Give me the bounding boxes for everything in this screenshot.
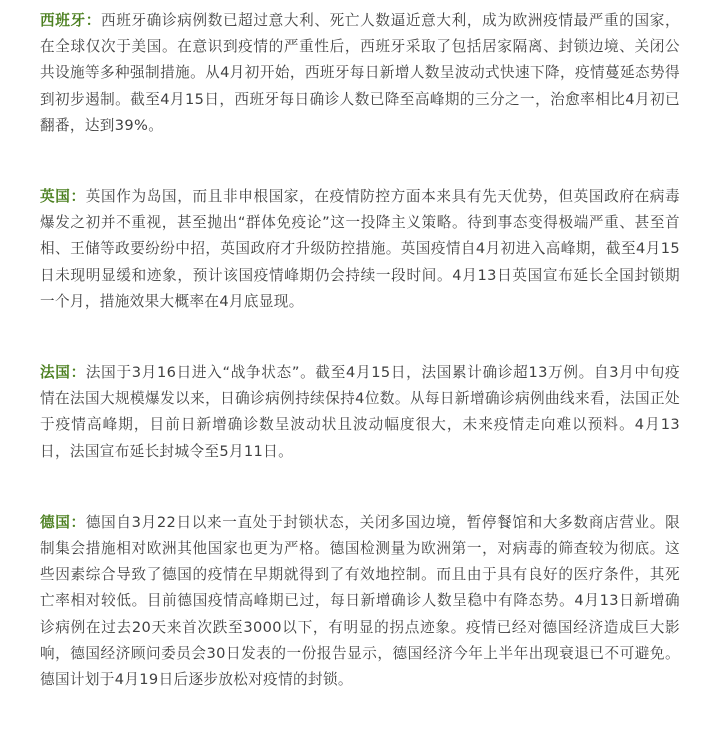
- paragraph-uk: [40, 184, 680, 315]
- paragraph-text: 德国自3月22日以来一直处于封锁状态，关闭多国边境，暂停餐馆和大多数商店营业。限制集会措施相对欧洲其他国家也更为严格。德国检测量为欧洲第一，对病毒的筛查较为彻底。这些因素综合导致了德国的疫情在早期就得到了有效地控制。而且由于具有良好的医疗条件，其死亡率相对较低。目前德国疫情高峰期已过，每日新增确诊人数呈稳中有降态势。4月13日新增确诊病例在过去20天来首次跌至3000以下，有明显的拐点迹象。疫情已经对德国经济造成巨大影响，德国经济顾问委员会30日发表的一份报告显示，德国经济今年上半年出现衰退已不可避免。德国计划于4月19日后逐步放松对疫情的封锁。: [40, 513, 681, 689]
- country-colon: ：: [85, 12, 101, 29]
- country-name: 英国: [40, 188, 71, 206]
- country-label-spain: [40, 12, 101, 29]
- paragraph-text: 西班牙确诊病例数已超过意大利、死亡人数逼近意大利，成为欧洲疫情最严重的国家，在全球仅次于美国。在意识到疫情的严重性后，西班牙采取了包括居家隔离、封锁边境、关闭公共设施等多种强制措施。从4月初开始，西班牙每日新增人数呈波动式快速下降，疫情蔓延态势得到初步遏制。截至4月15日，西班牙每日确诊人数已降至高峰期的三分之一，治愈率相比4月初已翻番，达到39%。: [40, 12, 680, 134]
- country-label-france: [40, 364, 86, 381]
- country-label-germany: [40, 514, 86, 531]
- paragraph-text: 法国于3月16日进入“战争状态”。截至4月15日，法国累计确诊超13万例。自3月中旬疫情在法国大规模爆发以来，日确诊病例持续保持4位数。从每日新增确诊病例曲线来看，法国正处于疫情高峰期，目前日新增确诊数呈波动状且波动幅度很大，未来疫情走向难以预料。4月13日，法国宣布延长封城令至5月11日。: [40, 364, 680, 460]
- country-colon: ：: [70, 513, 86, 531]
- paragraph-germany: [40, 510, 680, 693]
- paragraph-text: 英国作为岛国，而且非申根国家，在疫情防控方面本来具有先天优势，但英国政府在病毒爆发之初并不重视，甚至抛出“群体免疫论”这一投降主义策略。待到事态变得极端严重、甚至首相、王储等政要纷纷中招，英国政府才升级防控措施。英国疫情自4月初进入高峰期，截至4月15日未现明显缓和迹象，预计该国疫情峰期仍会持续一段时间。4月13日英国宣布延长全国封锁期一个月，措施效果大概率在4月底显现。: [40, 188, 681, 310]
- country-label-uk: [40, 188, 86, 205]
- country-name: 德国: [40, 513, 71, 531]
- country-colon: ：: [70, 188, 86, 206]
- paragraph-france: [40, 360, 680, 465]
- paragraph-spain: [40, 8, 680, 139]
- country-colon: ：: [70, 364, 86, 382]
- country-name: 西班牙: [40, 12, 86, 29]
- country-name: 法国: [40, 364, 71, 382]
